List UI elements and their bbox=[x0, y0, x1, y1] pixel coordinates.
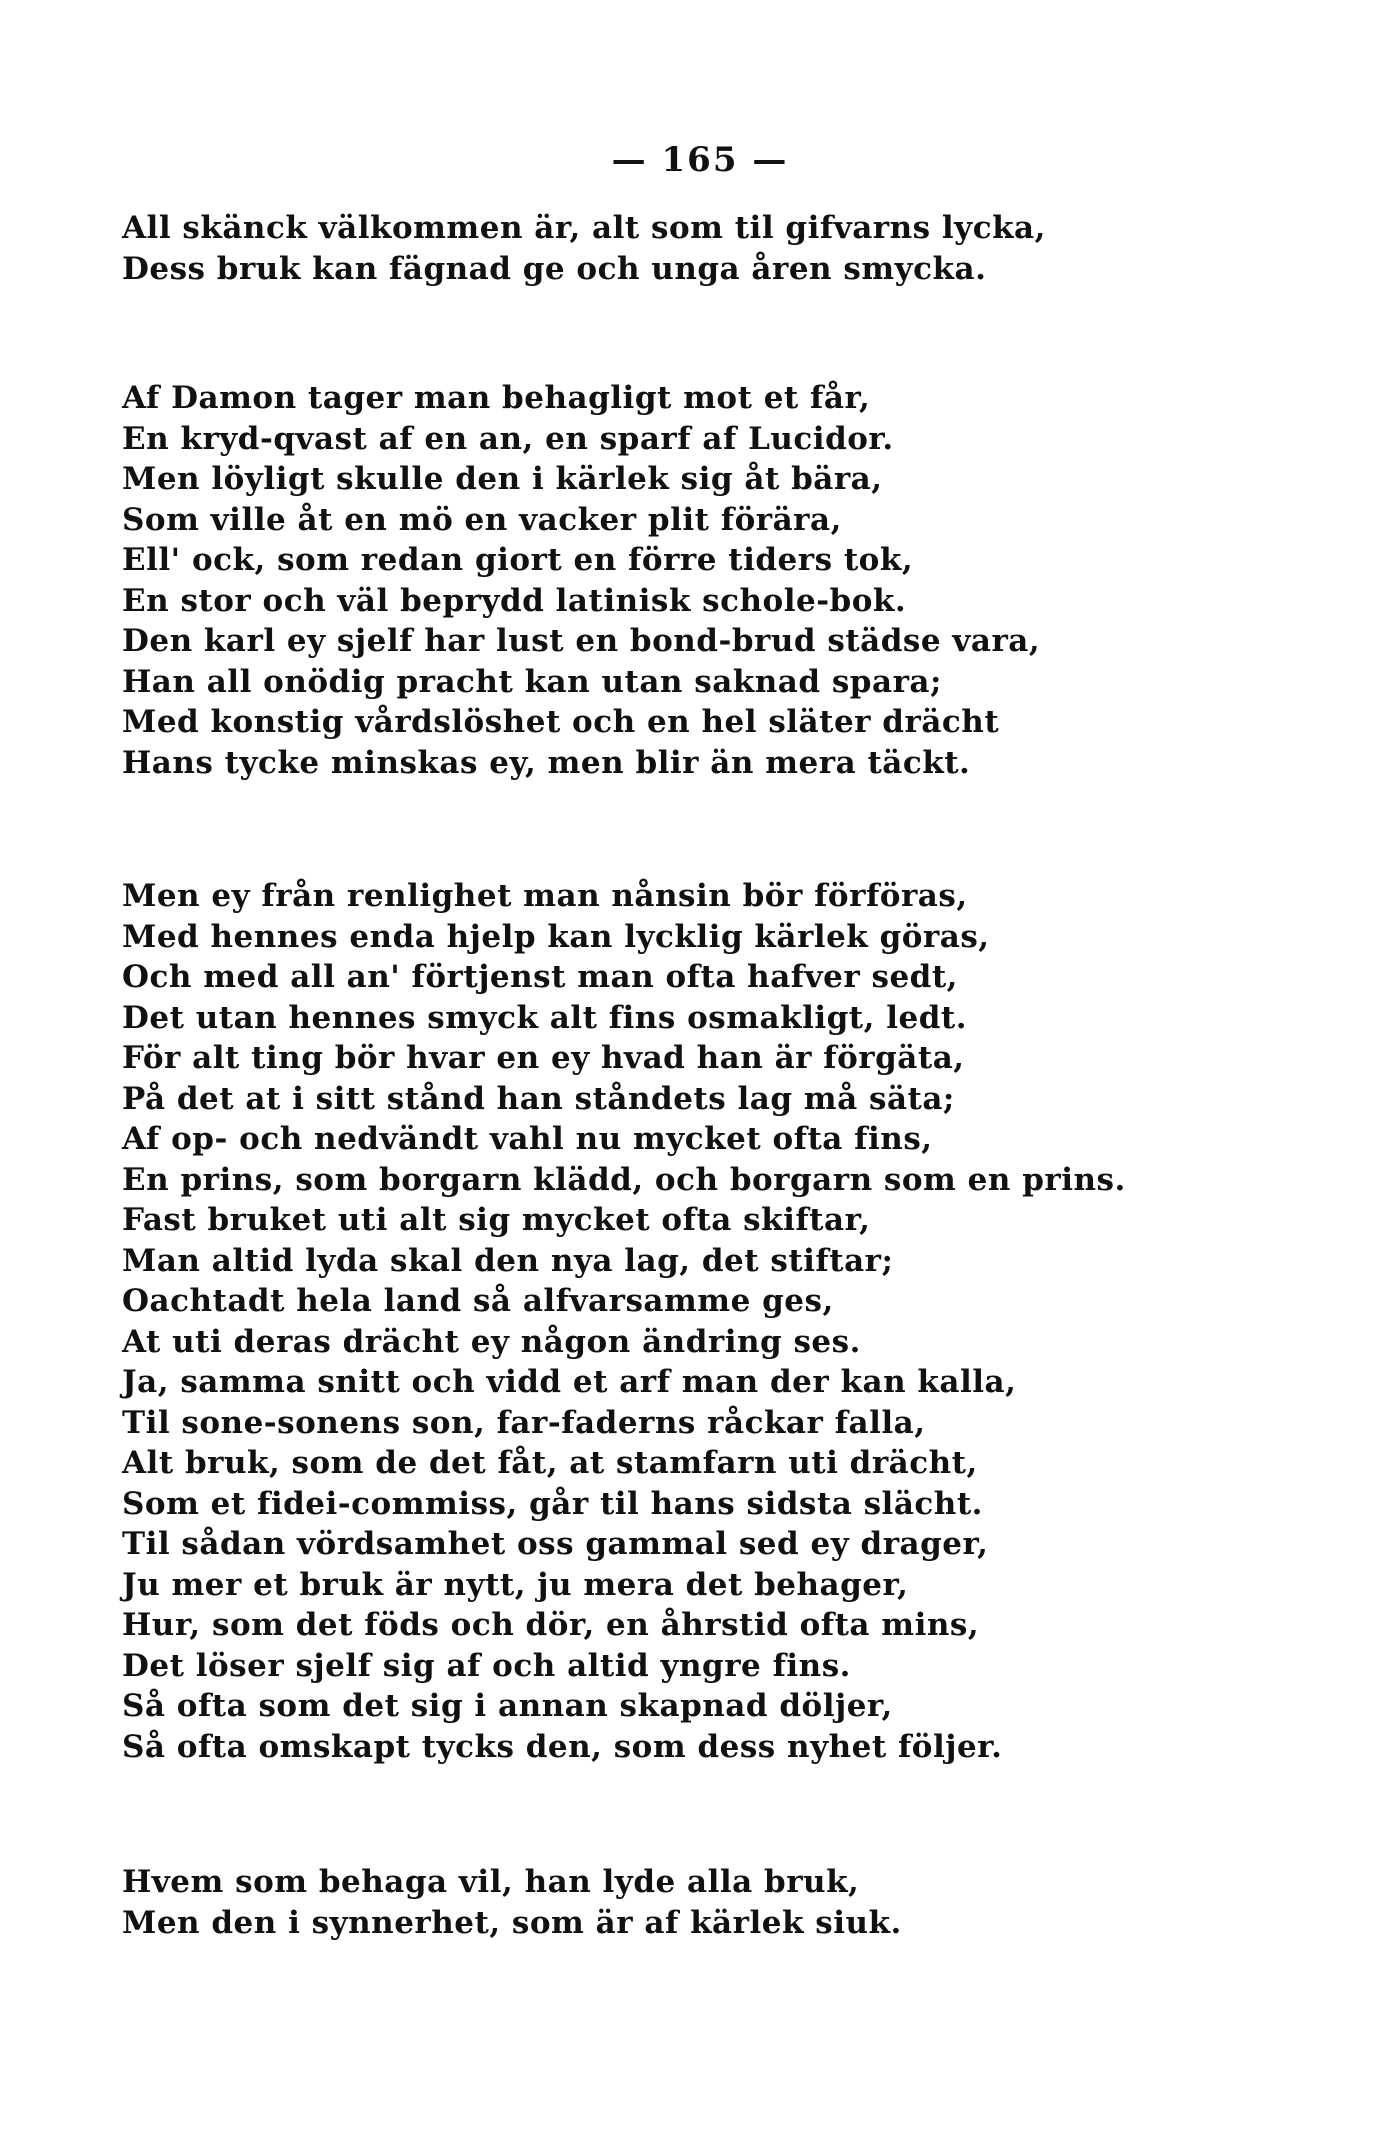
verse-line: Med hennes enda hjelp kan lycklig kärlek göras, bbox=[122, 918, 990, 955]
verse-line: Til sådan vördsamhet oss gammal sed ey drager, bbox=[122, 1526, 989, 1562]
verse-line: Det utan hennes smyck alt fins osmakligt, ledt. bbox=[122, 999, 967, 1036]
verse-line: Af Damon tager man behagligt mot et får, bbox=[122, 380, 871, 416]
verse-line: Men ey från renlighet man nånsin bör förföras, bbox=[122, 878, 968, 914]
verse-line: Man altid lyda skal den nya lag, det stiftar; bbox=[122, 1242, 894, 1279]
verse-line: Som et fidei-commiss, går til hans sidsta slächt. bbox=[122, 1485, 983, 1522]
verse-line: At uti deras drächt ey någon ändring ses. bbox=[122, 1323, 861, 1360]
stanza-4 bbox=[122, 1862, 1282, 1943]
verse-line: Så ofta omskapt tycks den, som dess nyhet följer. bbox=[122, 1728, 1003, 1765]
verse-line: Til sone-sonens son, far-faderns råckar falla, bbox=[122, 1404, 926, 1441]
verse-line: Men den i synnerhet, som är af kärlek siuk. bbox=[122, 1904, 902, 1941]
verse-line: Det löser sjelf sig af och altid yngre fins. bbox=[122, 1647, 851, 1684]
verse-line: Hvem som behaga vil, han lyde alla bruk, bbox=[122, 1864, 860, 1900]
verse-line: Hur, som det föds och dör, en åhrstid ofta mins, bbox=[122, 1607, 980, 1643]
verse-line: Han all onödig pracht kan utan saknad spara; bbox=[122, 663, 942, 700]
stanza-1 bbox=[122, 208, 1282, 289]
verse-line: Så ofta som det sig i annan skapnad döljer, bbox=[122, 1688, 893, 1724]
verse-line: Med konstig vårdslöshet och en hel släter drächt bbox=[122, 704, 1000, 740]
verse-line: Fast bruket uti alt sig mycket ofta skiftar, bbox=[122, 1202, 871, 1238]
verse-line: På det at i sitt stånd han ståndets lag må säta; bbox=[122, 1080, 955, 1117]
stanza-3 bbox=[122, 876, 1282, 1767]
stanza-2 bbox=[122, 378, 1282, 783]
verse-line: Dess bruk kan fägnad ge och unga åren smycka. bbox=[122, 250, 987, 287]
verse-line: En prins, som borgarn klädd, och borgarn som en prins. bbox=[122, 1161, 1126, 1198]
verse-line: Af op- och nedvändt vahl nu mycket ofta fins, bbox=[122, 1121, 933, 1157]
verse-line: Alt bruk, som de det fåt, at stamfarn uti drächt, bbox=[122, 1445, 978, 1481]
verse-line: Men löyligt skulle den i kärlek sig åt bära, bbox=[122, 461, 883, 497]
verse-line: En kryd-qvast af en an, en sparf af Lucidor. bbox=[122, 420, 894, 457]
verse-line: Som ville åt en mö en vacker plit förära, bbox=[122, 501, 842, 538]
verse-line: Oachtadt hela land så alfvarsamme ges, bbox=[122, 1283, 834, 1319]
verse-line: Och med all an' förtjenst man ofta hafver sedt, bbox=[122, 959, 958, 995]
verse-line: Den karl ey sjelf har lust en bond-brud städse vara, bbox=[122, 623, 1041, 659]
verse-line: All skänck välkommen är, alt som til gifvarns lycka, bbox=[122, 210, 1046, 246]
verse-line: Ell' ock, som redan giort en förre tiders tok, bbox=[122, 542, 914, 578]
verse-line: Hans tycke minskas ey, men blir än mera täckt. bbox=[122, 744, 971, 781]
page-number: — 165 — bbox=[611, 140, 789, 180]
verse-line: En stor och väl beprydd latinisk schole-bok. bbox=[122, 582, 907, 619]
verse-line: För alt ting bör hvar en ey hvad han är förgäta, bbox=[122, 1040, 965, 1076]
verse-line: Ju mer et bruk är nytt, ju mera det behager, bbox=[122, 1566, 909, 1603]
verse-line: Ja, samma snitt och vidd et arf man der kan kalla, bbox=[122, 1364, 1017, 1400]
